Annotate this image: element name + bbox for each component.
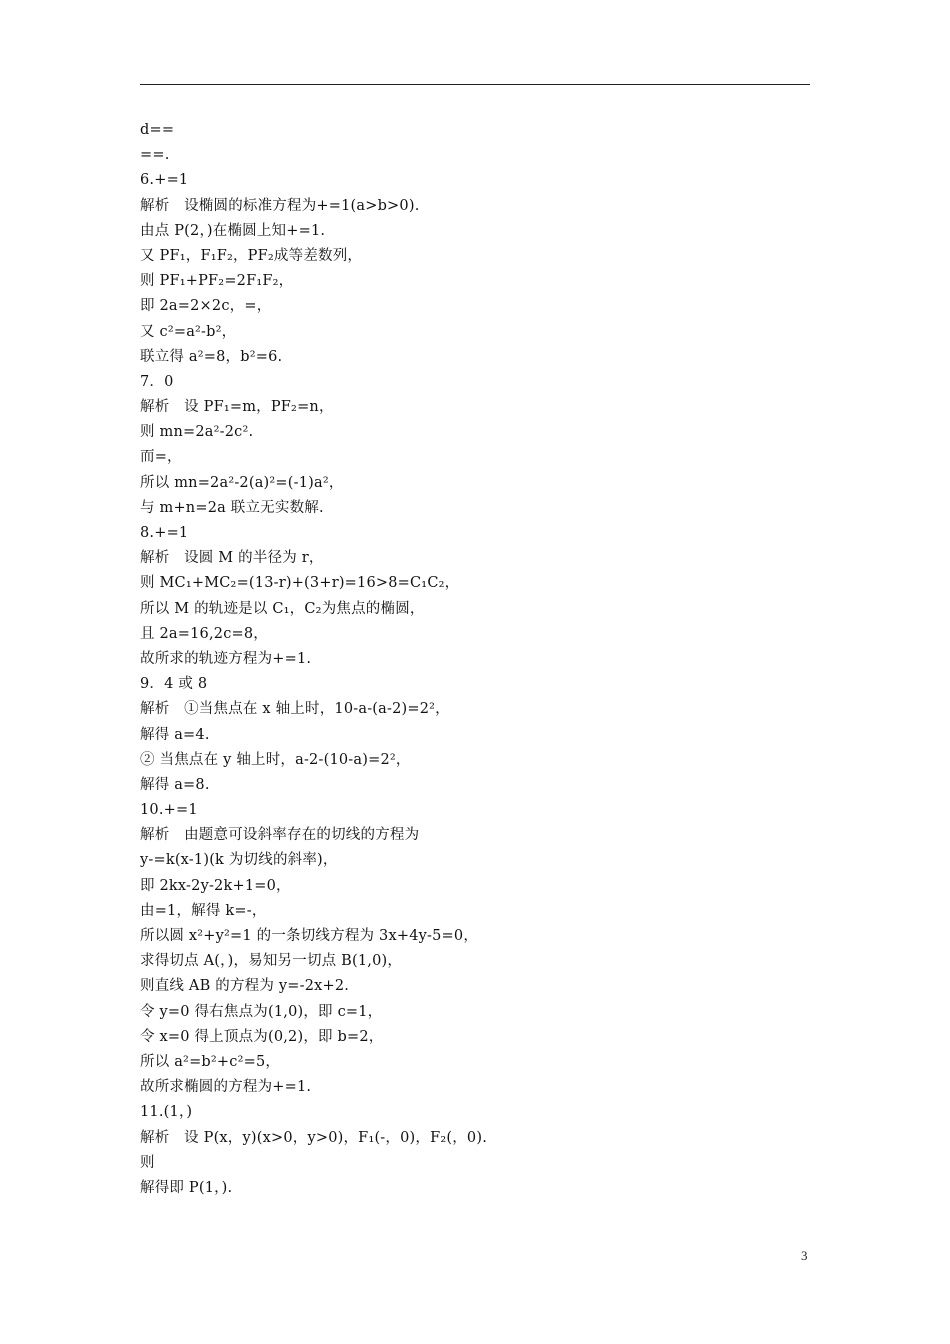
text-line: 则 mn=2a²-2c². (140, 424, 254, 441)
text-line: 由=1，解得 k=-， (140, 902, 267, 919)
text-line: 则 PF₁+PF₂=2F₁F₂， (140, 273, 294, 290)
text-line: 解析 设 PF₁=m，PF₂=n， (140, 399, 334, 416)
text-line: ==. (140, 147, 170, 164)
text-line: 解析 由题意可设斜率存在的切线的方程为 (140, 827, 420, 844)
text-line: 又 PF₁，F₁F₂，PF₂成等差数列， (140, 247, 363, 264)
text-line: 解析 设椭圆的标准方程为+=1(a>b>0). (140, 197, 420, 214)
solution-text (140, 118, 820, 1201)
text-line: 由点 P(2，)在椭圆上知+=1. (140, 222, 326, 239)
text-line: 令 x=0 得上顶点为(0,2)，即 b=2， (140, 1028, 384, 1045)
text-line: 则 MC₁+MC₂=(13-r)+(3+r)=16>8=C₁C₂， (140, 575, 460, 592)
text-line: 则 (140, 1154, 155, 1171)
text-line: 解得 a=4. (140, 726, 210, 743)
text-line: 所以 M 的轨迹是以 C₁，C₂为焦点的椭圆， (140, 600, 425, 617)
header-rule (140, 84, 810, 85)
text-line: 联立得 a²=8，b²=6. (140, 348, 283, 365)
text-line: 所以 a²=b²+c²=5， (140, 1053, 281, 1070)
text-line: 故所求椭圆的方程为+=1. (140, 1079, 312, 1096)
text-line: 解得即 P(1，). (140, 1179, 233, 1196)
text-line: 解析 设 P(x，y)(x>0，y>0)，F₁(-，0)，F₂(，0). (140, 1129, 488, 1146)
text-line: 且 2a=16,2c=8， (140, 625, 269, 642)
text-line: 8.+=1 (140, 525, 189, 541)
text-line: 9．4 或 8 (140, 676, 208, 693)
text-line: 11.(1，) (140, 1104, 193, 1121)
text-line: 令 y=0 得右焦点为(1,0)，即 c=1， (140, 1003, 383, 1020)
text-line: ② 当焦点在 y 轴上时，a-2-(10-a)=2²， (140, 751, 411, 768)
text-line: 求得切点 A(，)，易知另一切点 B(1,0)， (140, 953, 403, 970)
text-line: 所以 mn=2a²-2(a)²=(-1)a²， (140, 474, 344, 491)
page-number: 3 (801, 1248, 808, 1263)
text-line: 解得 a=8. (140, 776, 210, 793)
text-line: 即 2a=2×2c，=， (140, 298, 272, 315)
text-line: 而=， (140, 449, 182, 466)
text-line: 解析 设圆 M 的半径为 r， (140, 550, 324, 567)
text-line: d== (140, 122, 175, 138)
text-line: 又 c²=a²-b²， (140, 323, 237, 340)
text-line: 即 2kx-2y-2k+1=0， (140, 877, 291, 894)
text-line: 故所求的轨迹方程为+=1. (140, 650, 312, 667)
text-line: 所以圆 x²+y²=1 的一条切线方程为 3x+4y-5=0， (140, 928, 479, 944)
text-line: 6.+=1 (140, 172, 189, 189)
text-line: 7．0 (140, 373, 174, 390)
text-line: 与 m+n=2a 联立无实数解. (140, 499, 324, 516)
text-line: 则直线 AB 的方程为 y=-2x+2. (140, 978, 350, 995)
text-line: y-=k(x-1)(k 为切线的斜率)， (140, 852, 338, 869)
text-line: 解析 ①当焦点在 x 轴上时，10-a-(a-2)=2²， (140, 701, 450, 718)
text-line: 10.+=1 (140, 802, 198, 819)
